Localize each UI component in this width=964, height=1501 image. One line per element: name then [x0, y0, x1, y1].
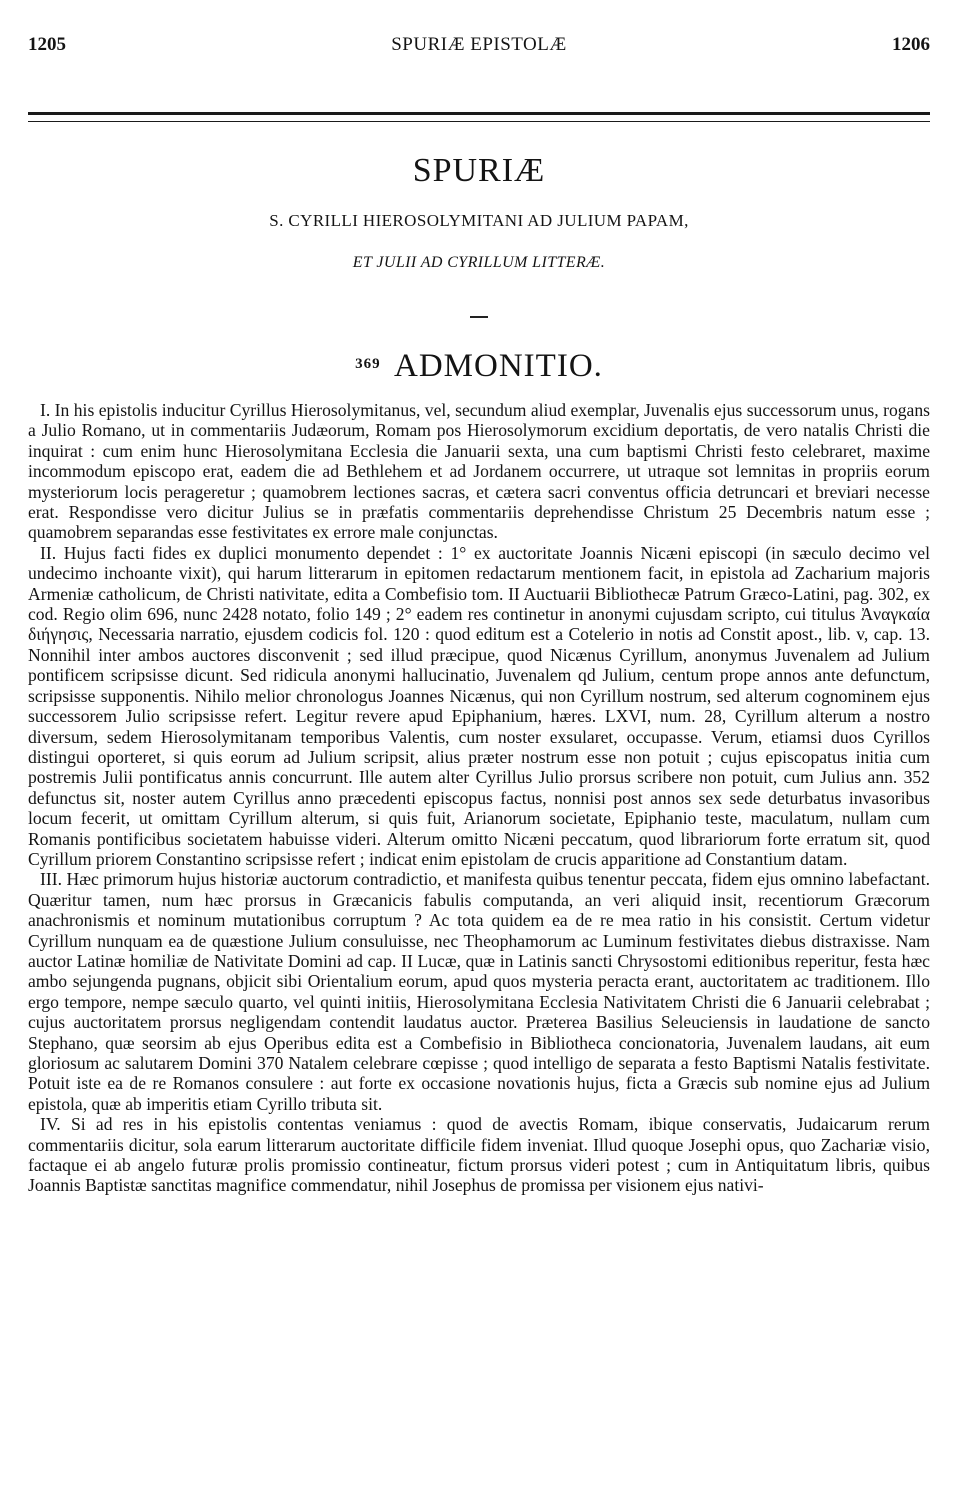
section-heading-text: ADMONITIO. [394, 348, 603, 384]
marginal-column-number: 369 [355, 356, 381, 372]
paragraph-4: IV. Si ad res in his epistolis contentas veniamus : quod de avectis Romam, ibique conservatis, Judaicarum rerum commentariis dicitur, sola earum litterarum auctoritate difficile fidem inveniat. Illud quoque Josephi opus, quo Zachariæ visio, factaque ei ab angelo futuræ prolis promissio contineatur, fictum prorsus videri potest ; cum in Antiquitatum libris, quibus Joannis Baptistæ sanctitas magnifice commendatur, nihil Josephus de promissa per visionem ejus nativi- [28, 1114, 930, 1196]
paragraph-2: II. Hujus facti fides ex duplici monumento dependet : 1° ex auctoritate Joannis Nicæni episcopi (in sæculo decimo vel undecimo inchoante vixit), qui harum litterarum in epitomen redactarum mentionem facit, in epistola ad Zacharium majoris Armeniæ catholicum, de Christi nativitate, edita a Combefisio tom. II Auctuarii Bibliothecæ Patrum Græco-Latini, pag. 302, ex cod. Regio olim 696, nunc 2428 notato, folio 149 ; 2° eadem res continetur in anonymi cujusdam scripto, cui titulus Ἀναγκαία διήγησις, Necessaria narratio, ejusdem codicis fol. 120 : quod editum est a Cotelerio in notis ad Constit apost., lib. v, cap. 13. Nonnihil inter ambos auctores disconvenit ; sed illud præcipue, quod Nicænus Cyrillum, anonymus Juvenalem ad Julium pontificem scripsisse dicunt. Sed ridicula anonymi hallucinatio, Juvenalem qd Julium, centum prope annos ante defunctum, scripsisse supponentis. Nihilo melior chronologus Joannes Nicænus, qui non Cyrillum nostrum, sed alterum cognominem ejus successorem Julio scripsisse refert. Legitur revere apud Epiphanium, hæres. LXVI, num. 28, Cyrillum alterum a nostro diversum, sedem Hierosolymitanam temporibus Valentis, cum noster exsularet, occupasse. Verum, etiamsi duos Cyrillos distingui oporteret, si quis eorum ad Julium scripsit, alius præter nostrum esse non potuit ; cujus episcopatus initia cum postremis Julii pontificatus annis concurrunt. Ille autem alter Cyrillus Julio prorsus scribere non potuit, cum Julius ann. 352 defunctus sit, noster autem Cyrillus anno præcedenti episcopus factus, nonnisi post annos sex sede deturbatus invasoribus locum fecerit, ut omittam Cyrillum alterum, si quis fuit, Arianorum societate, Epiphanio teste, maculatum, nullam cum Romanis pontificibus societatem habuisse videri. Alterum omitto Nicæni peccatum, quod librariorum forte erratum sit, quod Cyrillum priorem Constantino scripsisse refert ; indicat enim epistolam de crucis apparitione ad Constantium datam. [28, 542, 930, 869]
running-header [28, 28, 930, 62]
document-subtitle-italic: ET JULII AD CYRILLUM LITTERÆ. [352, 254, 606, 271]
document-title: SPURIÆ [412, 152, 546, 189]
left-page-number: 1205 [28, 34, 66, 55]
document-subtitle: S. CYRILLI HIEROSOLYMITANI AD JULIUM PAPAM, [269, 211, 689, 230]
right-page-number: 1206 [892, 34, 930, 55]
section-heading [28, 348, 930, 385]
page [28, 28, 930, 1196]
running-title: SPURIÆ EPISTOLÆ [391, 34, 567, 55]
separator-dash [470, 316, 488, 318]
paragraph-1: I. In his epistolis inducitur Cyrillus Hierosolymitanus, vel, secundum aliud exemplar, Juvenalis ejus successorum unus, rogans a Julio Romano, ut in commentariis Judæorum, Romam pos Hierosolymorum excidium deportatis, de vero natalis Christi die inquirat : cum enim hunc Hierosolymitana Ecclesia die Januarii sexta, una cum baptismi Christi festo celebraret, maxime incommodum episcopo erat, eadem die ad Bethlehem et ad Jordanem occurrere, ut utraque sot lemnitas in propriis eorum mysteriorum locis perageretur ; quamobrem lectiones sacras, et cætera sacri conventus officia detruncari et breviari necesse erat. Respondisse vero dicitur Julius se in præfatis commentariis deprehendisse Christum 25 Decembris natum esse ; quamobrem separandas esse festivitates ex errore male conjunctas. [28, 400, 930, 543]
body-text [28, 400, 930, 1196]
header-rule [28, 112, 930, 122]
paragraph-3: III. Hæc primorum hujus historiæ auctorum contradictio, et manifesta quibus tenentur peccata, fidem ejus omnino labefactant. Quæritur tamen, num hæc prorsus in Græcanicis fabulis computanda, an veri aliquid insit, recentiorum Græcorum anachronismis et nominum mutationibus corruptum ? Ac tota quidem ea de re mea ratio in his consistit. Certum videtur Cyrillum nunquam ea de quæstione Julium consuluisse, nec Theophamorum ac Luminum festivitates diebus distraxisse. Nam auctor Latinæ homiliæ de Nativitate Domini ad cap. II Lucæ, quæ in Latinis sancti Chrysostomi editionibus reperitur, festa hæc ambo sejungenda pugnans, objicit sibi Orientalium eorum, apud quos mysteria peracta erant, auctoritatem ac traditionem. Illo ergo tempore, nempe sæculo quarto, vel quinti initiis, Hierosolymitana Ecclesia Nativitatem Christi die 6 Januarii celebrabat ; cujus auctoritatem prorsus negligendam contendit laudatus auctor. Præterea Basilius Seleuciensis in laudatione de sancto Stephano, quæ seorsim ab ejus Operibus edita est a Combefisio in Bibliotheca concionatoria, Juvenalem laudans, ait eum gloriosum ac salutarem Domini 370 Natalem celebrare cœpisse ; quod intelligo de separata a festo Baptismi Natalis festivitate. Potuit iste ea de re Romanos consulere : aut forte ex occasione novationis hujus, ficta a Græcis sub nomine ejus ad Julium epistola, quæ ab imperitis etiam Cyrillo tributa sit. [28, 869, 930, 1114]
